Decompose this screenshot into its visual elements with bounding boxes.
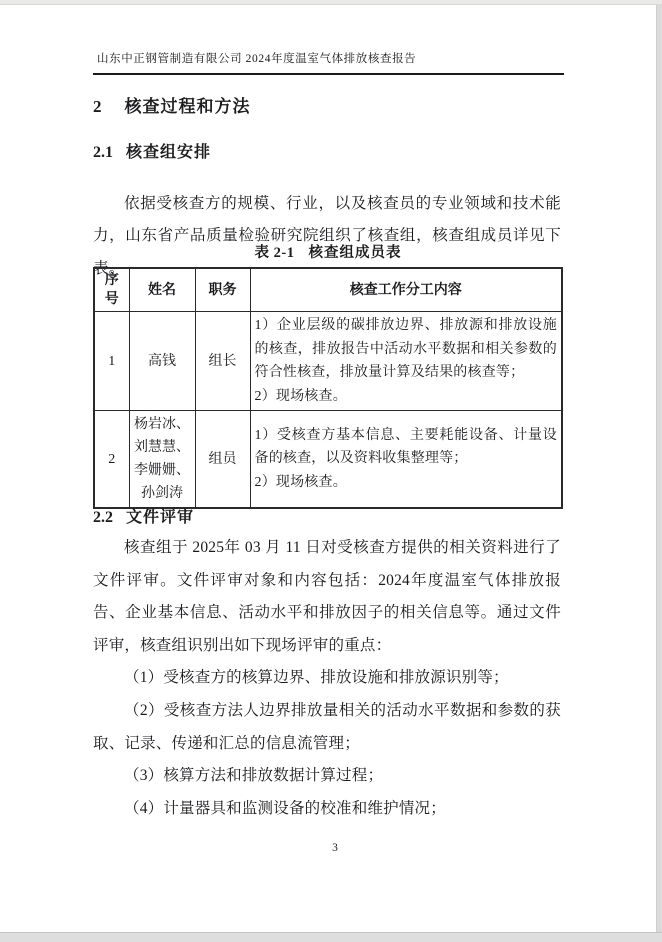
section-number: 2 [93,97,103,116]
cell-no: 2 [94,411,129,509]
col-header-name: 姓名 [129,268,195,312]
viewer-right-edge [656,5,662,932]
table-caption-title: 核查组成员表 [308,245,402,261]
cell-role: 组长 [195,312,250,411]
cell-name [129,411,195,509]
duty-line: 1）受核查方基本信息、主要耗能设备、计量设备的核查，以及资料收集整理等； [254,427,557,467]
section-heading-2-1 [93,139,560,162]
duty-line: 2）现场核查。 [254,474,347,490]
table-caption-label: 表 2-1 [254,245,295,261]
cell-duties [250,411,562,509]
member-name: 刘慧慧、 [134,440,190,455]
table-caption [93,241,563,262]
table-row [94,312,562,411]
document-review-section [93,532,561,825]
cell-name: 高钱 [129,312,195,411]
member-name: 孙剑涛 [141,486,183,501]
col-header-no: 序号 [94,268,129,312]
viewer-bottom-edge [0,932,662,942]
section-title: 核查过程和方法 [124,97,251,116]
section-number: 2.1 [93,144,113,161]
members-table [93,267,563,509]
table-row [94,411,562,509]
duty-line: 1）企业层级的碳排放边界、排放源和排放设施的核查，排放报告中活动水平数据和相关参数的符合性核查，排放量计算及结果的核查等； [254,318,557,380]
cell-duties [250,312,562,411]
focus-item: （1）受核查方的核算边界、排放设施和排放源识别等； [124,669,509,687]
viewer-top-edge [0,0,662,5]
col-header-duties: 核查工作分工内容 [250,268,562,312]
paragraph-doc-review: 核查组于 2025年 03 月 11 日对受核查方提供的相关资料进行了文件评审。文件评审对象和内容包括：2024年度温室气体排放报告、企业基本信息、活动水平和排放因子的相关信息等。通过文件评审，核查组识别出如下现场评审的重点： [93,539,561,654]
table-header-row [94,268,562,312]
cell-role: 组员 [195,411,250,509]
member-name: 李姗姗、 [134,463,190,478]
duty-line: 2）现场核查。 [254,388,347,404]
section-heading-2-2 [93,504,560,527]
focus-item: （2）受核查方法人边界排放量相关的活动水平数据和参数的获取、记录、传递和汇总的信息流管理； [93,701,561,752]
paragraph-team-intro: 依据受核查方的规模、行业，以及核查员的专业领域和技术能力，山东省产品质量检验研究院组织了核查组，核查组成员详见下表。 [93,194,561,277]
col-header-role: 职务 [195,268,250,312]
cell-no: 1 [94,312,129,411]
section-heading-2 [93,92,560,117]
section-title: 核查组安排 [126,144,212,161]
section-number: 2.2 [93,509,113,526]
page-number: 3 [332,842,338,854]
member-name: 杨岩冰、 [134,417,190,432]
section-title: 文件评审 [126,509,195,526]
running-header: 山东中正钢管制造有限公司 2024年度温室气体排放核查报告 [93,50,564,75]
focus-item: （4）计量器具和监测设备的校准和维护情况； [124,799,446,817]
focus-item: （3）核算方法和排放数据计算过程； [124,767,384,785]
